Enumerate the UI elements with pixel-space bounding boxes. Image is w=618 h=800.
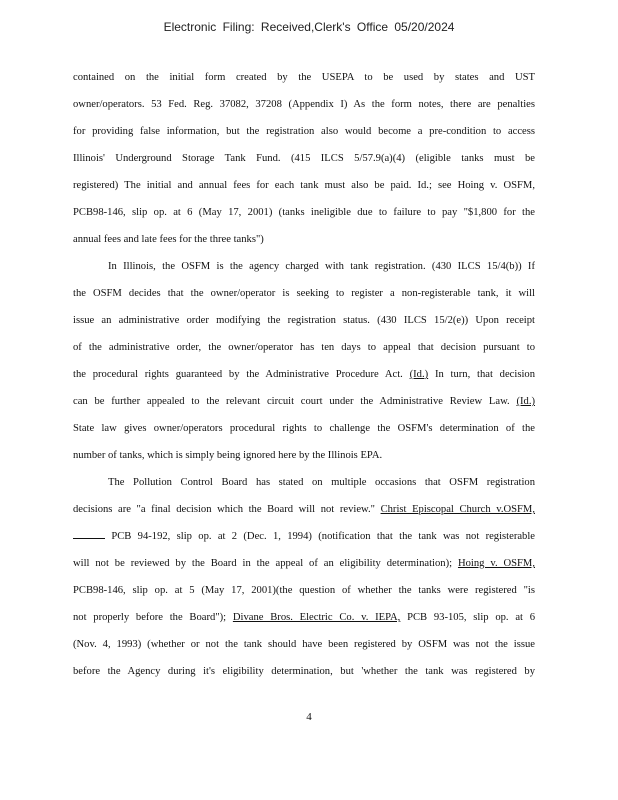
case-citation: Divane Bros. Electric Co. v. IEPA, xyxy=(232,612,401,623)
paragraph-line xyxy=(73,609,535,636)
paragraph-line: the OSFM decides that the owner/operator is seeking to register a non-registerable tank, it will xyxy=(73,288,535,299)
case-citation: Hoing v. OSFM, xyxy=(457,558,535,569)
paragraph-line xyxy=(73,528,535,555)
paragraph-line: registered) The initial and annual fees for each tank must also be paid. Id.; see Hoing v. OSFM, xyxy=(73,180,535,191)
id-citation: (Id.) xyxy=(409,369,429,380)
page-number: 4 xyxy=(306,711,312,723)
paragraph-line: In Illinois, the OSFM is the agency charged with tank registration. (430 ILCS 15/4(b)) If xyxy=(108,261,535,272)
citation-blank-line xyxy=(73,528,105,539)
text-span: decisions are "a final decision which the Board will not review." xyxy=(73,504,375,515)
paragraph-line: of the administrative order, the owner/operator has ten days to appeal that decision pursuant to xyxy=(73,342,535,353)
body-text xyxy=(73,69,535,690)
paragraph-line: number of tanks, which is simply being ignored here by the Illinois EPA. xyxy=(73,450,383,461)
paragraph-line: The Pollution Control Board has stated on multiple occasions that OSFM registration xyxy=(108,477,535,488)
paragraph-line: annual fees and late fees for the three tanks") xyxy=(73,234,264,245)
text-span: not properly before the Board"); xyxy=(73,612,227,623)
paragraph-line xyxy=(73,501,535,528)
paragraph-line xyxy=(73,366,535,393)
paragraph-line: before the Agency during it's eligibility determination, but 'whether the tank was registered by xyxy=(73,666,535,677)
paragraph-line: PCB98-146, slip op. at 6 (May 17, 2001) (tanks ineligible due to failure to pay "$1,800 for the xyxy=(73,207,535,218)
text-span: PCB 93-105, slip op. at 6 xyxy=(407,612,535,623)
paragraph-line: PCB98-146, slip op. at 5 (May 17, 2001)(the question of whether the tanks were registered "is xyxy=(73,585,535,596)
text-span: In turn, that decision xyxy=(434,369,535,380)
paragraph-line: State law gives owner/operators procedural rights to challenge the OSFM's determination of the xyxy=(73,423,535,434)
paragraph-line: (Nov. 4, 1993) (whether or not the tank should have been registered by OSFM was not the issue xyxy=(73,639,535,650)
paragraph-line xyxy=(73,555,535,582)
electronic-filing-header: Electronic Filing: Received,Clerk's Office 05/20/2024 xyxy=(163,20,455,34)
text-span: will not be reviewed by the Board in the appeal of an eligibility determination); xyxy=(73,558,453,569)
paragraph-line xyxy=(73,393,535,420)
text-span: PCB 94-192, slip op. at 2 (Dec. 1, 1994) (notification that the tank was not registerable xyxy=(111,531,535,542)
case-citation: Christ Episcopal Church v.OSFM, xyxy=(380,504,535,515)
text-span: can be further appealed to the relevant circuit court under the Administrative Review Law. xyxy=(73,396,510,407)
paragraph-line: contained on the initial form created by the USEPA to be used by states and UST xyxy=(73,72,535,83)
text-span: the procedural rights guaranteed by the Administrative Procedure Act. xyxy=(73,369,403,380)
paragraph-line: issue an administrative order modifying the registration status. (430 ILCS 15/2(e)) Upon receipt xyxy=(73,315,535,326)
paragraph-line: for providing false information, but the registration also would become a pre-condition to access xyxy=(73,126,535,137)
paragraph-line: owner/operators. 53 Fed. Reg. 37082, 37208 (Appendix I) As the form notes, there are penalties xyxy=(73,99,535,110)
id-citation: (Id.) xyxy=(516,396,535,407)
paragraph-line: Illinois' Underground Storage Tank Fund. (415 ILCS 5/57.9(a)(4) (eligible tanks must be xyxy=(73,153,535,164)
